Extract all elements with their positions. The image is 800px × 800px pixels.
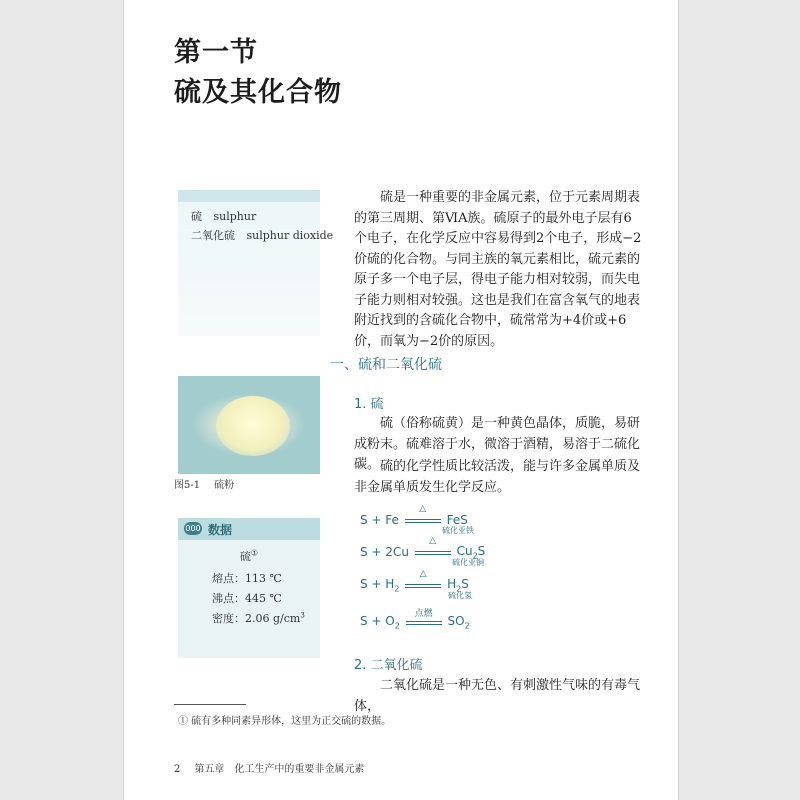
footnote-marker: ① [250, 548, 259, 558]
equation-reactants: S + Fe [360, 512, 399, 527]
glossary-entry [191, 227, 333, 243]
page-footer [174, 760, 364, 775]
density-text: 密度：2.06 g/cm [212, 612, 301, 625]
section-number: 第一节 [174, 37, 258, 68]
heading-sulfur-and-so2: 一、硫和二氧化硫 [330, 357, 442, 373]
reaction-condition: △ [429, 536, 437, 547]
glossary-box [178, 190, 334, 336]
subheading-sulfur: 1. 硫 [354, 397, 384, 412]
data-icon: 000 [185, 524, 201, 533]
figure-caption-text: 硫粉 [214, 480, 235, 491]
equation-s-o2 [360, 609, 470, 640]
boiling-point: 沸点：445 ℃ [212, 592, 282, 605]
density-exponent: 3 [300, 611, 305, 620]
subheading-sulfur-dioxide: 2. 二氧化硫 [354, 658, 423, 673]
reaction-arrow [405, 569, 441, 592]
equation-product: $H_2S$ [447, 577, 469, 594]
page-number: 2 [174, 764, 181, 775]
data-subject [178, 548, 320, 564]
data-box-label: 数据 [208, 523, 233, 537]
figure-number: 图5-1 [174, 480, 201, 491]
textbook-page [124, 0, 678, 800]
equation-reactants: $S + H_2$ [360, 577, 400, 594]
reaction-condition: △ [419, 569, 427, 580]
product-name: 硫化亚铁 [442, 526, 474, 535]
section-title: 硫及其化合物 [174, 77, 342, 108]
glossary-term-en: sulphur dioxide [246, 229, 334, 242]
sulfur-powder-photo [178, 376, 320, 474]
product-name: 硫化亚铜 [452, 558, 484, 567]
intro-paragraph: 硫是一种重要的非金属元素，位于元素周期表的第三周期、第ⅥA族。硫原子的最外电子层有6个电子，在化学反应中容易得到2个电子，形成−2价硫的化合物。与同主族的氧元素相比，硫元素的原子多一个电子层，得电子能力相对较弱，而失电子能力则相对较强。这也是我们在富含氧气的地表附近找到的含硫化合物中，硫常常为+4价或+6价，而氧为−2价的原因。 [354, 190, 642, 349]
reaction-arrow [415, 536, 451, 559]
density [212, 610, 305, 626]
figure-caption [174, 476, 234, 491]
equation-product: $SO_2$ [447, 614, 470, 631]
reaction-condition: 点燃 [414, 609, 433, 620]
so2-paragraph: 二氧化硫是一种无色、有刺激性气味的有毒气体， [354, 678, 641, 714]
equation-reactants: S + 2Cu [360, 545, 409, 560]
reaction-condition: △ [419, 503, 427, 514]
equation-reactants: $S + O_2$ [360, 614, 400, 631]
reaction-arrow [406, 609, 442, 629]
reaction-arrow [405, 503, 441, 527]
equation-s-cu [360, 536, 486, 570]
glossary-entry [191, 208, 256, 224]
powder-shape [216, 396, 290, 456]
melting-point: 熔点：113 ℃ [212, 572, 282, 585]
glossary-term-zh: 二氧化硫 [191, 229, 235, 242]
data-box [178, 518, 320, 658]
chapter-title: 第五章 化工生产中的重要非金属元素 [194, 764, 365, 775]
data-box-header [178, 518, 320, 540]
glossary-term-zh: 硫 [191, 210, 202, 223]
product-name: 硫化氢 [448, 591, 472, 600]
glossary-term-en: sulphur [213, 210, 257, 223]
equation-product: $Cu_2S$ [456, 544, 486, 561]
equation-s-h2 [360, 569, 472, 603]
equation-product: FeS [446, 512, 468, 527]
sulfur-properties-paragraph: 硫（俗称硫黄）是一种黄色晶体，质脆，易研成粉末。硫难溶于水，微溶于酒精，易溶于二硫化碳。 [354, 416, 641, 472]
footnote-divider [174, 704, 246, 705]
sulfur-reactivity-paragraph: 硫的化学性质比较活泼，能与许多金属单质及非金属单质发生化学反应。 [354, 459, 641, 495]
data-subject-text: 硫 [239, 550, 251, 563]
equation-s-fe [360, 503, 474, 538]
footnote: ① 硫有多种同素异形体，这里为正交硫的数据。 [178, 716, 392, 727]
